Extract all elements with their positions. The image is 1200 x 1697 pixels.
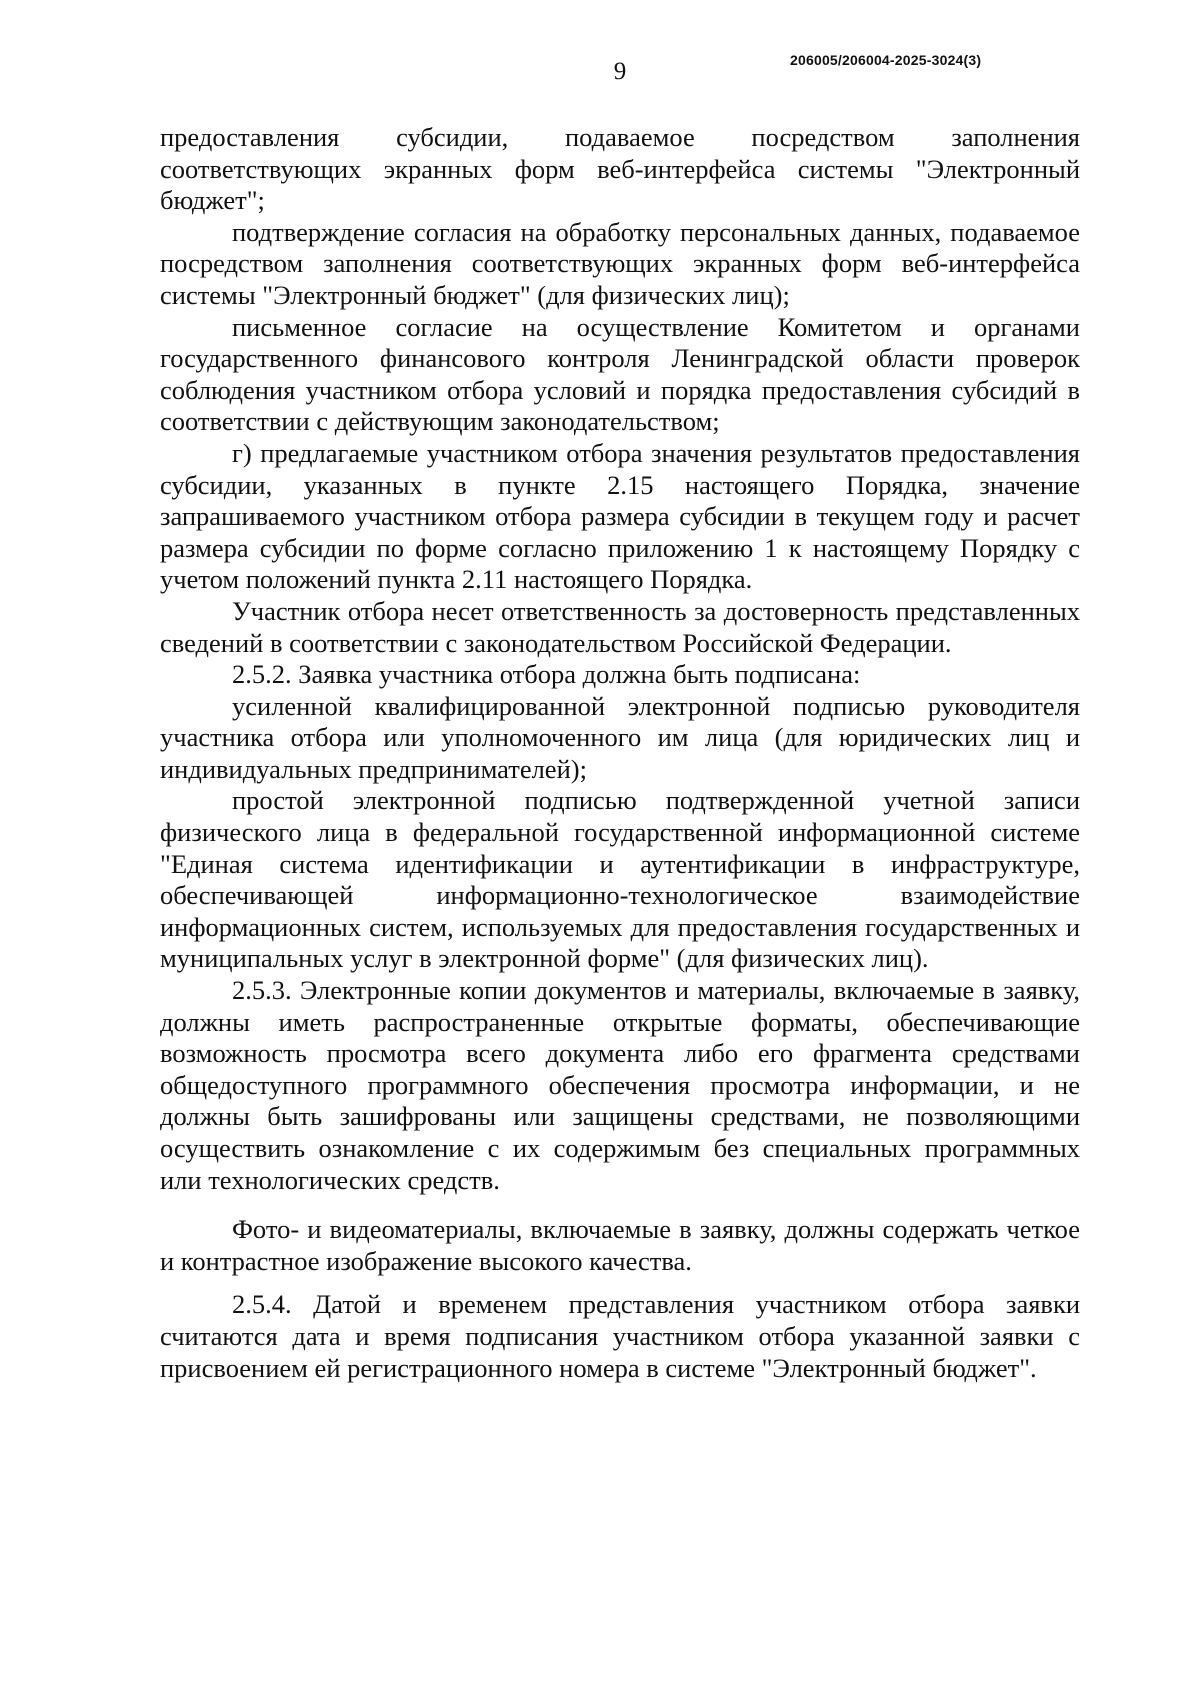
- document-id: 206005/206004-2025-3024(3): [790, 52, 982, 68]
- paragraph: 2.5.4. Датой и временем представления участником отбора заявки считаются дата и время подписания участником отбора указанной заявки с присвоением ей регистрационного номера в системе "Электронный бюджет".: [160, 1289, 1080, 1383]
- page-number: 9: [613, 58, 627, 85]
- paragraph: 2.5.2. Заявка участника отбора должна быть подписана:: [232, 659, 861, 690]
- paragraph: простой электронной подписью подтвержденной учетной записи физического лица в федеральной государственной информационной системе "Единая система идентификации и аутентификации в инфраструктуре, обеспечивающей информационно-технологическое взаимодействие информационных систем, используемых для предоставления государственных и муниципальных услуг в электронной форме" (для физических лиц).: [160, 785, 1080, 974]
- paragraph: Фото- и видеоматериалы, включаемые в заявку, должны содержать четкое и контрастное изображение высокого качества.: [160, 1214, 1080, 1276]
- paragraph: подтверждение согласия на обработку персональных данных, подаваемое посредством заполнения соответствующих экранных форм веб-интерфейса системы "Электронный бюджет" (для физических лиц);: [160, 216, 1080, 310]
- paragraph: письменное согласие на осуществление Комитетом и органами государственного финансового контроля Ленинградской области проверок соблюдения участником отбора условий и порядка предоставления субсидий в соответствии с действующим законодательством;: [160, 311, 1080, 437]
- paragraph: г) предлагаемые участником отбора значения результатов предоставления субсидии, указанных в пункте 2.15 настоящего Порядка, значение запрашиваемого участником отбора размера субсидии в текущем году и расчет размера субсидии по форме согласно приложению 1 к настоящему Порядку с учетом положений пункта 2.11 настоящего Порядка.: [160, 437, 1080, 595]
- paragraph: усиленной квалифицированной электронной подписью руководителя участника отбора или уполномоченного им лица (для юридических лиц и индивидуальных предпринимателей);: [160, 690, 1080, 784]
- paragraph: 2.5.3. Электронные копии документов и материалы, включаемые в заявку, должны иметь распространенные открытые форматы, обеспечивающие возможность просмотра всего документа либо его фрагмента средствами общедоступного программного обеспечения просмотра информации, и не должны быть зашифрованы или защищены средствами, не позволяющими осуществить ознакомление с их содержимым без специальных программных или технологических средств.: [160, 975, 1080, 1195]
- paragraph: Участник отбора несет ответственность за достоверность представленных сведений в соответствии с законодательством Российской Федерации.: [160, 595, 1080, 658]
- document-body: [160, 122, 1080, 1384]
- paragraph: предоставления субсидии, подаваемое посредством заполнения соответствующих экранных форм веб-интерфейса системы "Электронный бюджет";: [160, 122, 1080, 216]
